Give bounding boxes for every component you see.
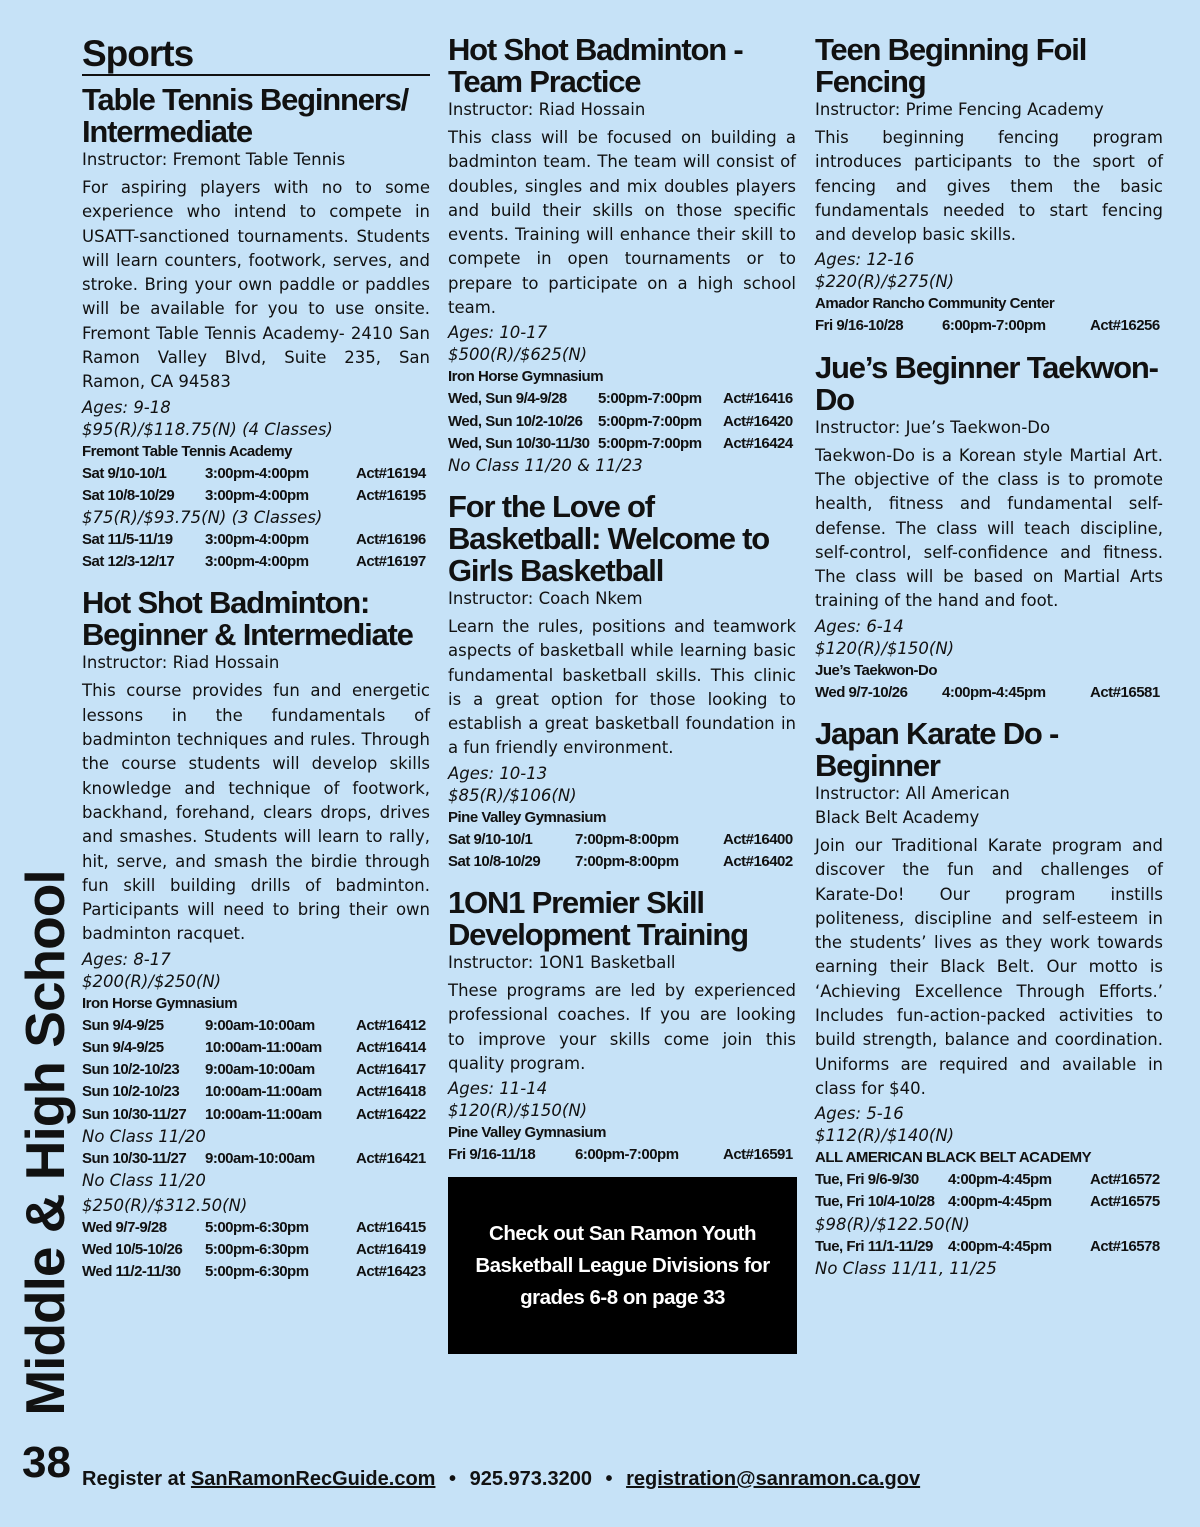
footer [82,1464,920,1494]
callout-text: Check out San Ramon Youth Basketball League Divisions for grades 6-8 on page 33 [475,1221,770,1309]
course-price: $75(R)/$93.75(N) (3 Classes) [82,508,323,528]
session-row [448,411,796,433]
session-time: 10:00am-11:00am [205,1105,322,1123]
course-instructor: Instructor: All American Black Belt Academy [815,783,1010,827]
session-days: Wed, Sun 10/2-10/26 [448,412,583,430]
session-row [82,1059,430,1081]
course-title: Hot Shot Badminton: Beginner & Intermediate [82,585,413,653]
session-activity-number: Act#16591 [723,1146,793,1164]
session-time: 9:00am-10:00am [205,1016,315,1034]
session-activity-number: Act#16578 [1090,1237,1160,1255]
column-2 [448,34,796,1181]
session-time: 4:00pm-4:45pm [942,683,1046,701]
course-ages: Ages: 8-17 [82,949,171,969]
session-row [82,1239,430,1261]
session-time: 5:00pm-7:00pm [598,412,702,430]
session-row [82,529,430,551]
session-row [815,682,1163,704]
session-time: 10:00am-11:00am [205,1083,322,1101]
course-karate [815,715,1163,1280]
course-description: This class will be focused on building a badminton team. The team will consist of doubles, singles and mix doubles players and build their skills on those specific events. Training will enhance their skill to compete in open tournaments or to prepare to participate on a high school team. [448,128,796,318]
session-row [448,1144,796,1166]
course-note: No Class 11/11, 11/25 [815,1258,997,1278]
course-location: Fremont Table Tennis Academy [82,442,292,460]
course-location: Pine Valley Gymnasium [448,808,606,826]
session-time: 10:00am-11:00am [205,1038,322,1056]
course-ages: Ages: 10-13 [448,763,548,783]
section-title: Sports [82,34,430,76]
course-instructor: Instructor: Riad Hossain [82,653,280,673]
session-row [448,388,796,410]
course-ages: Ages: 12-16 [815,250,915,270]
course-ages: Ages: 10-17 [448,323,548,343]
session-time: 6:00pm-7:00pm [575,1146,679,1164]
session-time: 5:00pm-7:00pm [598,434,702,452]
course-location: Iron Horse Gymnasium [82,994,238,1012]
course-badminton-team [448,34,796,477]
session-days: Sun 10/2-10/23 [82,1061,180,1079]
course-price: $200(R)/$250(N) [82,971,222,991]
course-ages: Ages: 6-14 [815,616,904,636]
session-days: Sun 10/30-11/27 [82,1105,187,1123]
session-days: Fri 9/16-11/18 [448,1146,536,1164]
course-description: For aspiring players with no to some experience who intend to compete in USATT-sanctioned tournaments. Students will learn counters, footwork, serves, and stroke. Bring your own paddle or paddles will be available for you to use onsite. Fremont Table Tennis Academy- 2410 San Ramon Valley Blvd, Suite 235, San Ramon, CA 94583 [82,178,430,392]
course-title: For the Love of Basketball: Welcome to Girls Basketball [448,488,770,588]
session-row [82,1217,430,1239]
session-days: Wed, Sun 10/30-11/30 [448,434,590,452]
course-price: $120(R)/$150(N) [448,1101,588,1121]
session-activity-number: Act#16197 [356,553,426,571]
session-row [82,1081,430,1103]
session-time: 3:00pm-4:00pm [205,553,309,571]
course-badminton-beginner [82,587,430,1283]
session-activity-number: Act#16416 [723,390,793,408]
course-basketball [448,488,796,873]
session-time: 4:00pm-4:45pm [948,1193,1052,1211]
session-row [82,485,430,507]
course-price: $250(R)/$312.50(N) [82,1195,248,1215]
course-instructor: Instructor: Prime Fencing Academy [815,100,1104,119]
session-days: Tue, Fri 11/1-11/29 [815,1237,933,1255]
course-price: $220(R)/$275(N) [815,272,955,292]
course-title: Jue’s Beginner Taekwon-Do [815,349,1158,417]
session-activity-number: Act#16424 [723,434,793,452]
session-row [82,1104,430,1126]
session-time: 4:00pm-4:45pm [948,1237,1052,1255]
session-days: Sun 9/4-9/25 [82,1038,164,1056]
course-price: $95(R)/$118.75(N) (4 Classes) [82,419,333,439]
session-row [82,551,430,573]
session-time: 3:00pm-4:00pm [205,486,309,504]
course-location: Iron Horse Gymnasium [448,368,604,386]
phone-number: 925.973.3200 [469,1468,592,1490]
session-row [815,1236,1163,1258]
session-time: 3:00pm-4:00pm [205,531,309,549]
session-activity-number: Act#16195 [356,486,426,504]
course-ages: Ages: 5-16 [815,1104,904,1124]
footer-separator: • [605,1468,613,1490]
course-description: Join our Traditional Karate program and discover the fun and challenges of Karate-Do! Our program instills politeness, discipline and self-esteem in the students’ lives as they work towards earning their Black Belt. Our motto is ‘Achieving Excellence Through Efforts.’ Includes fun-action-packed activities to build strength, balance and coordination. Uniforms are required and available in class for $40. [815,835,1163,1098]
session-days: Sat 11/5-11/19 [82,531,173,549]
course-instructor: Instructor: Fremont Table Tennis [82,150,346,169]
session-days: Wed 11/2-11/30 [82,1263,181,1281]
session-row [448,851,796,873]
course-title: Hot Shot Badminton - Team Practice [448,32,743,99]
session-days: Sun 9/4-9/25 [82,1016,164,1034]
course-description: This beginning fencing program introduces participants to the sport of fencing and gives them the basic fundamentals needed to start fencing and develop basic skills. [815,128,1163,245]
course-1on1 [448,887,796,1166]
side-label: Middle & High School [14,870,76,1416]
session-time: 3:00pm-4:00pm [205,464,309,482]
session-days: Wed 9/7-9/28 [82,1218,167,1236]
course-fencing [815,34,1163,338]
session-time: 5:00pm-6:30pm [205,1241,309,1259]
session-days: Wed 10/5-10/26 [82,1241,183,1259]
footer-register-text: Register at [82,1468,186,1490]
course-title: Teen Beginning Foil Fencing [815,32,1087,99]
course-description: Taekwon-Do is a Korean style Martial Art. The objective of the class is to promote health, fitness and fundamental self-defense. The class will teach discipline, self-control, self-confidence and fitness. The class will be based on Martial Arts training of the hand and foot. [815,445,1163,611]
course-note: No Class 11/20 [82,1170,206,1190]
session-activity-number: Act#16572 [1090,1171,1160,1189]
course-table-tennis [82,84,430,573]
session-activity-number: Act#16418 [356,1083,426,1101]
course-instructor: Instructor: Jue’s Taekwon-Do [815,417,1051,437]
session-days: Wed, Sun 9/4-9/28 [448,390,567,408]
session-days: Wed 9/7-10/26 [815,683,908,701]
course-instructor: Instructor: 1ON1 Basketball [448,953,676,973]
session-days: Sat 10/8-10/29 [448,852,541,870]
course-price: $112(R)/$140(N) [815,1126,955,1146]
course-ages: Ages: 11-14 [448,1079,548,1099]
column-1 [82,34,430,1298]
course-description: Learn the rules, positions and teamwork aspects of basketball while learning basic fundamental basketball skills. This clinic is a great option for those looking to establish a great basketball foundation in a fun friendly environment. [448,616,796,758]
session-days: Tue, Fri 9/6-9/30 [815,1171,919,1189]
course-ages: Ages: 9-18 [82,397,171,417]
session-row [448,433,796,455]
course-price: $120(R)/$150(N) [815,638,955,658]
session-days: Sun 10/2-10/23 [82,1083,180,1101]
session-days: Fri 9/16-10/28 [815,317,904,335]
session-time: 7:00pm-8:00pm [575,852,679,870]
session-days: Sat 12/3-12/17 [82,553,175,571]
session-days: Sat 9/10-10/1 [448,830,533,848]
session-time: 5:00pm-6:30pm [205,1263,309,1281]
session-row [82,1037,430,1059]
session-time: 9:00am-10:00am [205,1149,315,1167]
callout-box [448,1177,797,1354]
session-activity-number: Act#16423 [356,1263,426,1281]
session-activity-number: Act#16419 [356,1241,426,1259]
session-activity-number: Act#16400 [723,830,793,848]
session-activity-number: Act#16194 [356,464,426,482]
course-description: This course provides fun and energetic lessons in the fundamentals of badminton techniques and rules. Through the course students will develop skills knowledge and technique of footwork, backhand, forehand, clears drops, drives and smashes. Students will learn to rally, hit, serve, and smash the birdie through fun skill building drills of badminton. Participants will need to bring their own badminton racquet. [82,681,430,944]
column-3 [815,34,1163,1294]
session-activity-number: Act#16414 [356,1038,426,1056]
course-title: Japan Karate Do - Beginner [815,715,1059,783]
session-row [82,1261,430,1283]
course-price: $98(R)/$122.50(N) [815,1214,970,1234]
session-activity-number: Act#16415 [356,1218,426,1236]
session-days: Sat 10/8-10/29 [82,486,175,504]
session-row [815,1169,1163,1191]
course-title: Table Tennis Beginners/ Intermediate [82,82,409,149]
email-link[interactable]: registration@sanramon.ca.gov [626,1468,921,1490]
session-days: Tue, Fri 10/4-10/28 [815,1193,935,1211]
course-instructor: Instructor: Riad Hossain [448,100,646,119]
course-price: $85(R)/$106(N) [448,785,577,805]
page-number: 38 [22,1438,71,1487]
course-location: Jue’s Taekwon-Do [815,661,938,679]
session-time: 4:00pm-4:45pm [948,1171,1052,1189]
course-location: Amador Rancho Community Center [815,295,1055,313]
session-activity-number: Act#16402 [723,852,793,870]
course-title: 1ON1 Premier Skill Development Training [448,885,748,953]
website-link[interactable]: SanRamonRecGuide.com [190,1468,436,1490]
session-row [82,1015,430,1037]
course-instructor: Instructor: Coach Nkem [448,588,643,608]
session-time: 5:00pm-6:30pm [205,1218,309,1236]
course-location: Pine Valley Gymnasium [448,1124,606,1142]
session-time: 6:00pm-7:00pm [942,317,1046,335]
session-row [815,1191,1163,1213]
session-activity-number: Act#16196 [356,531,426,549]
session-row [448,829,796,851]
session-activity-number: Act#16256 [1090,317,1160,335]
session-activity-number: Act#16575 [1090,1193,1160,1211]
session-time: 9:00am-10:00am [205,1061,315,1079]
session-activity-number: Act#16417 [356,1061,426,1079]
course-note: No Class 11/20 [82,1126,206,1146]
session-time: 7:00pm-8:00pm [575,830,679,848]
session-activity-number: Act#16581 [1090,683,1160,701]
course-location: ALL AMERICAN BLACK BELT ACADEMY [815,1149,1092,1167]
session-row [82,1148,430,1170]
session-activity-number: Act#16412 [356,1016,426,1034]
session-days: Sat 9/10-10/1 [82,464,167,482]
session-activity-number: Act#16421 [356,1149,426,1167]
footer-separator: • [449,1468,457,1490]
session-row [82,463,430,485]
course-description: These programs are led by experienced professional coaches. If you are looking to improve your skills come join this quality program. [448,981,796,1074]
course-note: No Class 11/20 & 11/23 [448,455,643,475]
session-activity-number: Act#16420 [723,412,793,430]
session-row [815,315,1163,337]
course-taekwondo [815,349,1163,704]
course-price: $500(R)/$625(N) [448,345,588,365]
session-time: 5:00pm-7:00pm [598,390,702,408]
session-days: Sun 10/30-11/27 [82,1149,187,1167]
session-activity-number: Act#16422 [356,1105,426,1123]
